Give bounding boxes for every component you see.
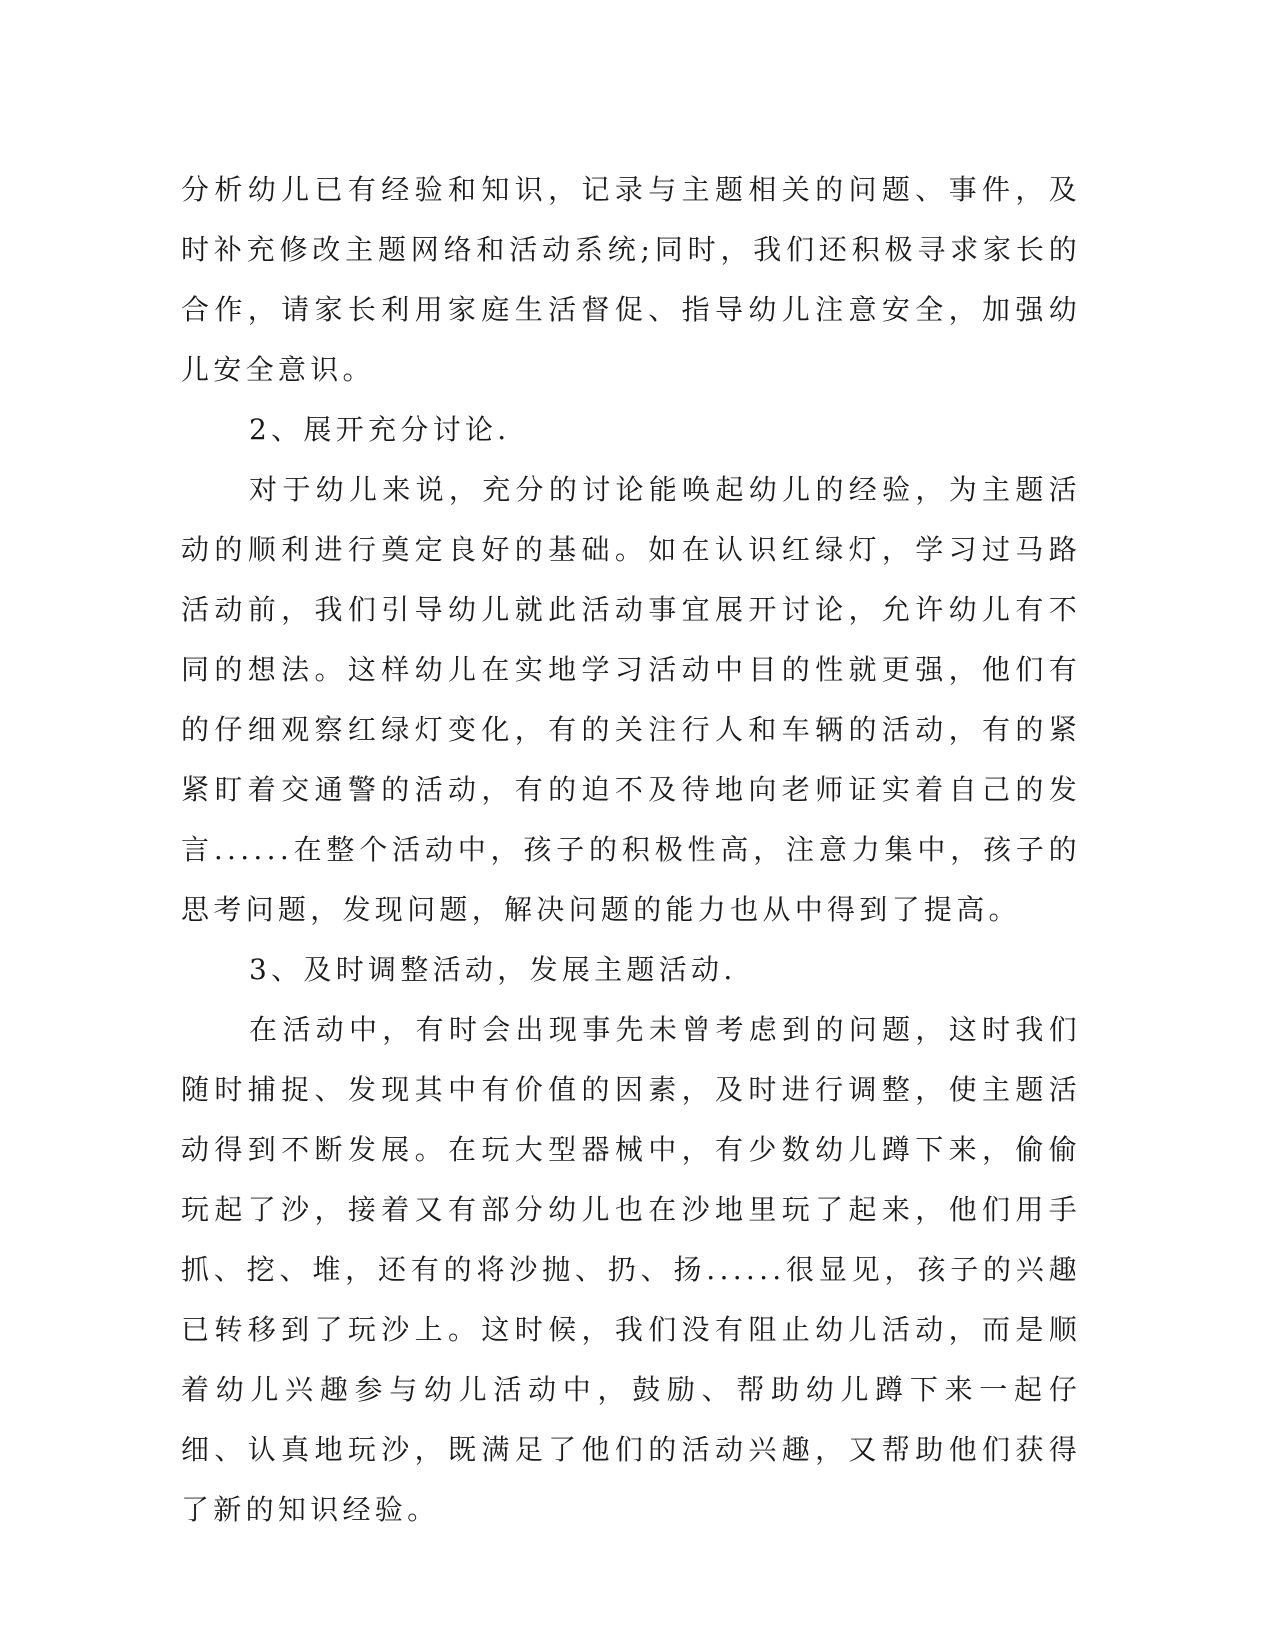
section-heading-3: 3、及时调整活动，发展主题活动. <box>249 953 737 986</box>
section-heading-2: 2、展开充分讨论. <box>249 413 511 446</box>
paragraph-adjustment: 在活动中，有时会出现事先未曾考虑到的问题，这时我们随时捕捉、发现其中有价值的因素，及时进行调整，使主题活动得到不断发展。在玩大型器械中，有少数幼儿蹲下来，偷偷玩起了沙，接着又有部分幼儿也在沙地里玩了起来，他们用手抓、挖、堆，还有的将沙抛、扔、扬......很显见，孩子的兴趣已转移到了玩沙上。这时候，我们没有阻止幼儿活动，而是顺着幼儿兴趣参与幼儿活动中，鼓励、帮助幼儿蹲下来一起仔细、认真地玩沙，既满足了他们的活动兴趣，又帮助他们获得了新的知识经验。 <box>181 1013 1081 1526</box>
paragraph-continuation: 分析幼儿已有经验和知识，记录与主题相关的问题、事件，及时补充修改主题网络和活动系统;同时，我们还积极寻求家长的合作，请家长利用家庭生活督促、指导幼儿注意安全，加强幼儿安全意识。 <box>181 173 1081 386</box>
document-body <box>181 160 1081 1540</box>
paragraph-discussion: 对于幼儿来说，充分的讨论能唤起幼儿的经验，为主题活动的顺利进行奠定良好的基础。如在认识红绿灯，学习过马路活动前，我们引导幼儿就此活动事宜展开讨论，允许幼儿有不同的想法。这样幼儿在实地学习活动中目的性就更强，他们有的仔细观察红绿灯变化，有的关注行人和车辆的活动，有的紧紧盯着交通警的活动，有的迫不及待地向老师证实着自己的发言......在整个活动中，孩子的积极性高，注意力集中，孩子的思考问题，发现问题，解决问题的能力也从中得到了提高。 <box>181 473 1081 926</box>
